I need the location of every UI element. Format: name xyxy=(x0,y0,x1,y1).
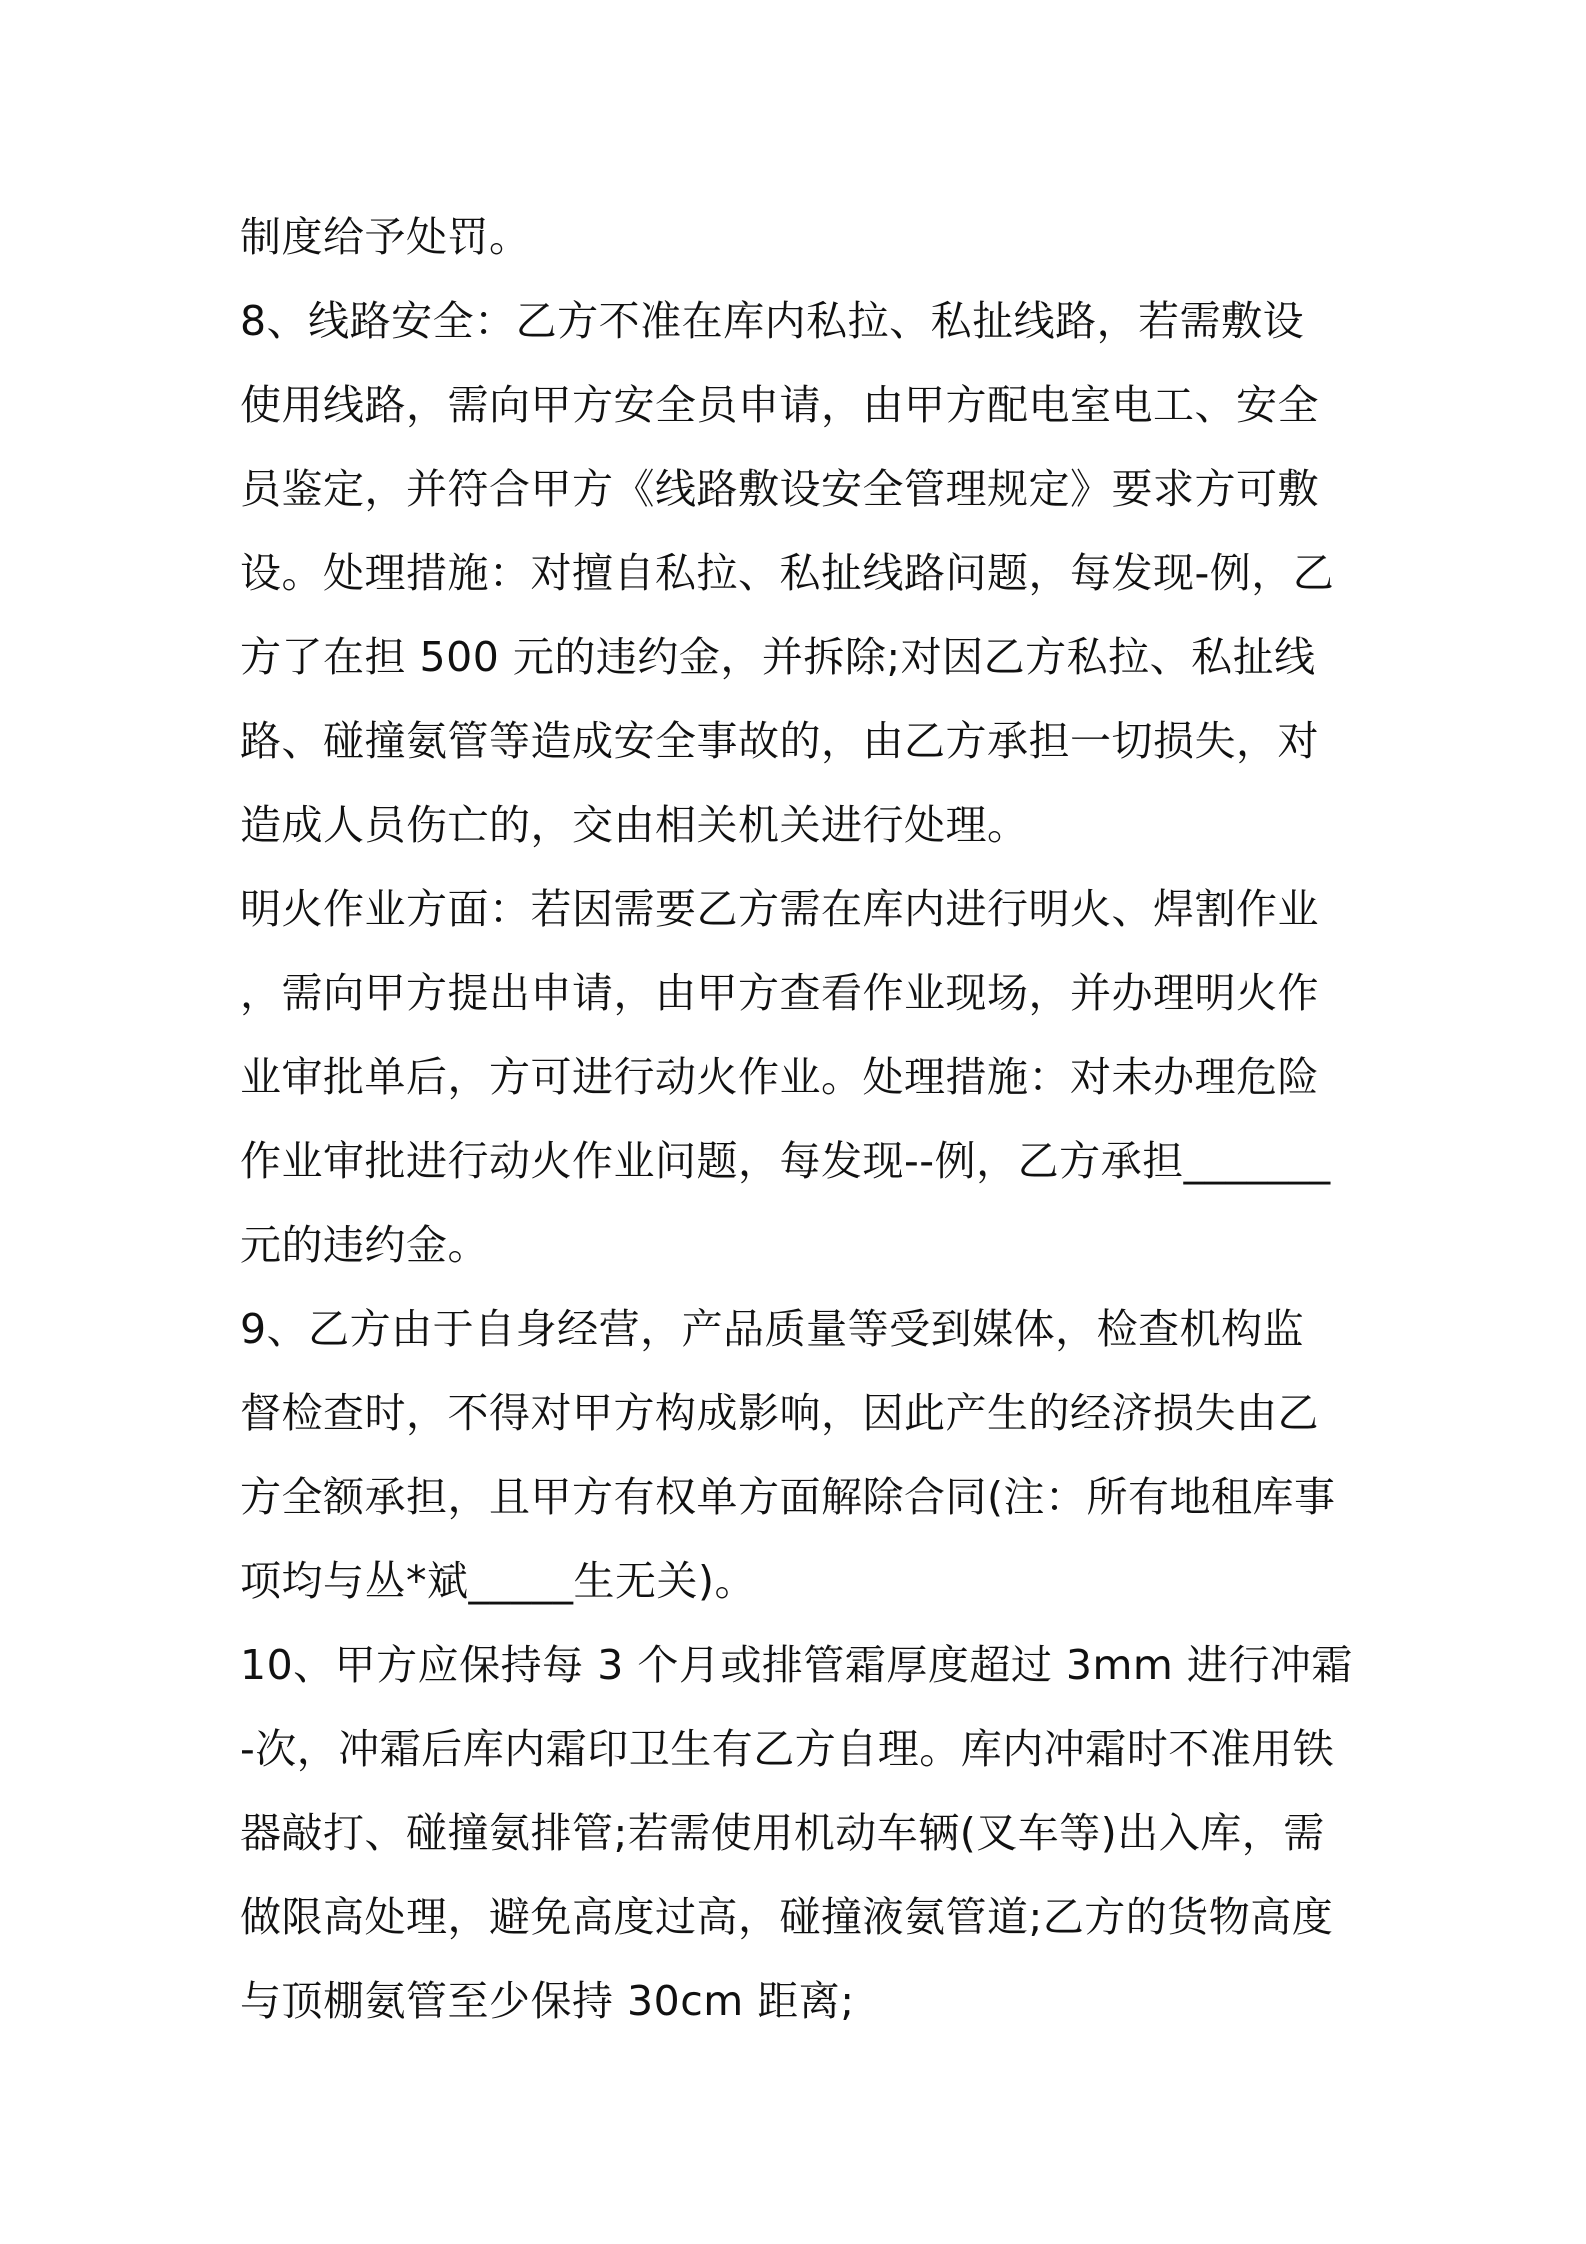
text-line: ，需向甲方提出申请，由甲方查看作业现场，并办理明火作 xyxy=(240,969,1319,1017)
text-line: 员鉴定，并符合甲方《线路敷设安全管理规定》要求方可敷 xyxy=(240,465,1319,513)
text-line: 路、碰撞氨管等造成安全事故的，由乙方承担一切损失，对 xyxy=(240,717,1319,765)
text-line: 与顶棚氨管至少保持 30cm 距离; xyxy=(240,1977,855,2025)
text-line: 9、乙方由于自身经营，产品质量等受到媒体，检查机构监 xyxy=(240,1305,1305,1353)
text-line: 使用线路，需向甲方安全员申请，由甲方配电室电工、安全 xyxy=(240,381,1319,429)
text-line: 造成人员伤亡的，交由相关机关进行处理。 xyxy=(240,801,1029,849)
text-line: 方全额承担，且甲方有权单方面解除合同(注：所有地租库事 xyxy=(240,1473,1336,1521)
text-line: 设。处理措施：对擅自私拉、私扯线路问题，每发现-例，乙 xyxy=(240,549,1335,597)
text-line: 器敲打、碰撞氨排管;若需使用机动车辆(叉车等)出入库，需 xyxy=(240,1809,1325,1857)
text-line: 元的违约金。 xyxy=(240,1221,489,1269)
text-line: 作业审批进行动火作业问题，每发现--例，乙方承担_______ xyxy=(240,1137,1331,1185)
text-line: -次，冲霜后库内霜印卫生有乙方自理。库内冲霜时不准用铁 xyxy=(240,1725,1335,1773)
text-line: 明火作业方面：若因需要乙方需在库内进行明火、焊割作业 xyxy=(240,885,1319,933)
text-line: 方了在担 500 元的违约金，并拆除;对因乙方私拉、私扯线 xyxy=(240,633,1316,681)
text-line: 10、甲方应保持每 3 个月或排管霜厚度超过 3mm 进行冲霜 xyxy=(240,1641,1353,1689)
text-line: 8、线路安全：乙方不准在库内私拉、私扯线路，若需敷设 xyxy=(240,297,1305,345)
text-line: 项均与丛*斌_____生无关)。 xyxy=(240,1557,756,1605)
body-text xyxy=(240,195,1360,2043)
text-line: 督检查时，不得对甲方构成影响，因此产生的经济损失由乙 xyxy=(240,1389,1319,1437)
text-line: 业审批单后，方可进行动火作业。处理措施：对未办理危险 xyxy=(240,1053,1319,1101)
text-line: 制度给予处罚。 xyxy=(240,213,531,261)
text-line: 做限高处理，避免高度过高，碰撞液氨管道;乙方的货物高度 xyxy=(240,1893,1334,1941)
